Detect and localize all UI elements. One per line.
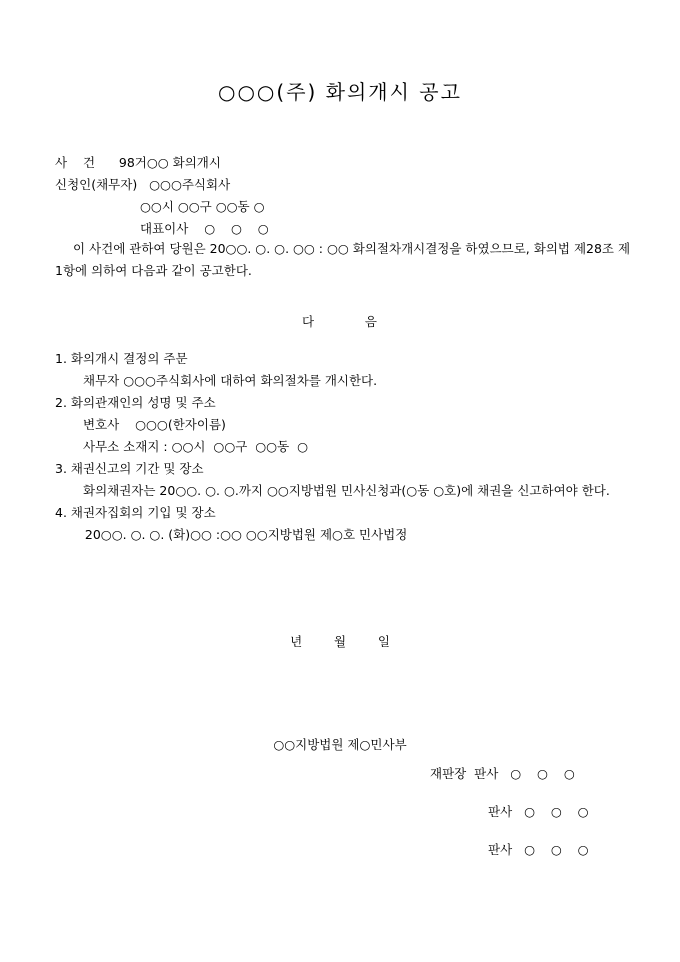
judge-row-1 [430,755,650,793]
item-1-line-1: 채무자 ○○○주식회사에 대하여 화의절차를 개시한다. [83,373,378,388]
judge-2-name: ○ ○ ○ [524,804,589,819]
item-2-line-2: 사무소 소재지 : ○○시 ○○구 ○○동 ○ [83,439,308,454]
judge-2-spacer [512,804,524,819]
judge-1-role: 재판장 판사 [430,766,499,781]
item-2-line-1: 변호사 ○○○(한자이름) [83,417,226,432]
case-spacer [95,155,119,170]
judge-1-name: ○ ○ ○ [510,766,575,781]
applicant-line [55,174,630,196]
item-3-line-1: 화의채권자는 20○○. ○. ○.까지 ○○지방법원 민사신청과(○동 ○호)에 채권을 신고하여야 한다. [83,483,610,498]
item-1-number: 1. 화의개시 결정의 주문 [55,351,188,366]
intro-paragraph: 이 사건에 관하여 당원은 20○○. ○. ○. ○○ : ○○ 화의절차개시결정을 하였으므로, 화의법 제28조 제1항에 의하여 다음과 같이 공고한다. [55,241,631,278]
judge-3-role: 판사 [488,842,513,857]
judge-1-spacer [498,766,510,781]
judge-row-3 [430,831,650,869]
judge-3-name: ○ ○ ○ [524,842,589,857]
intro-paragraph-block [55,238,633,282]
case-header-block [55,152,630,240]
judges-block [430,755,650,869]
daum-heading: 다 음 [302,314,378,329]
case-label: 사 건 [55,155,96,170]
case-line [55,152,630,174]
applicant-spacer [137,177,149,192]
items-block [55,348,630,546]
representative-line: 대표이사 ○ ○ ○ [140,221,269,236]
applicant-value: ○○○주식회사 [149,177,231,192]
item-2-number: 2. 화의관재인의 성명 및 주소 [55,395,216,410]
item-4-number: 4. 채권자집회의 기입 및 장소 [55,505,216,520]
signature-date-line: 년 월 일 [290,634,390,649]
page-title: ○○○(주) 화의개시 공고 [218,80,462,104]
item-3-number: 3. 채권신고의 기간 및 장소 [55,461,204,476]
court-name: ○○지방법원 제○민사부 [273,737,407,752]
case-value: 98거○○ 화의개시 [118,155,221,170]
item-4-line-1 [55,524,630,546]
applicant-label: 신청인(채무자) [55,177,138,192]
judge-2-role: 판사 [488,804,513,819]
item-4-indent-spacer [69,527,85,542]
applicant-address-line: ○○시 ○○구 ○○동 ○ [140,199,265,214]
judge-3-spacer [512,842,524,857]
item-4-text: 20○○. ○. ○. (화)○○ :○○ ○○지방법원 제○호 민사법정 [84,527,408,542]
judge-row-2 [430,793,650,831]
